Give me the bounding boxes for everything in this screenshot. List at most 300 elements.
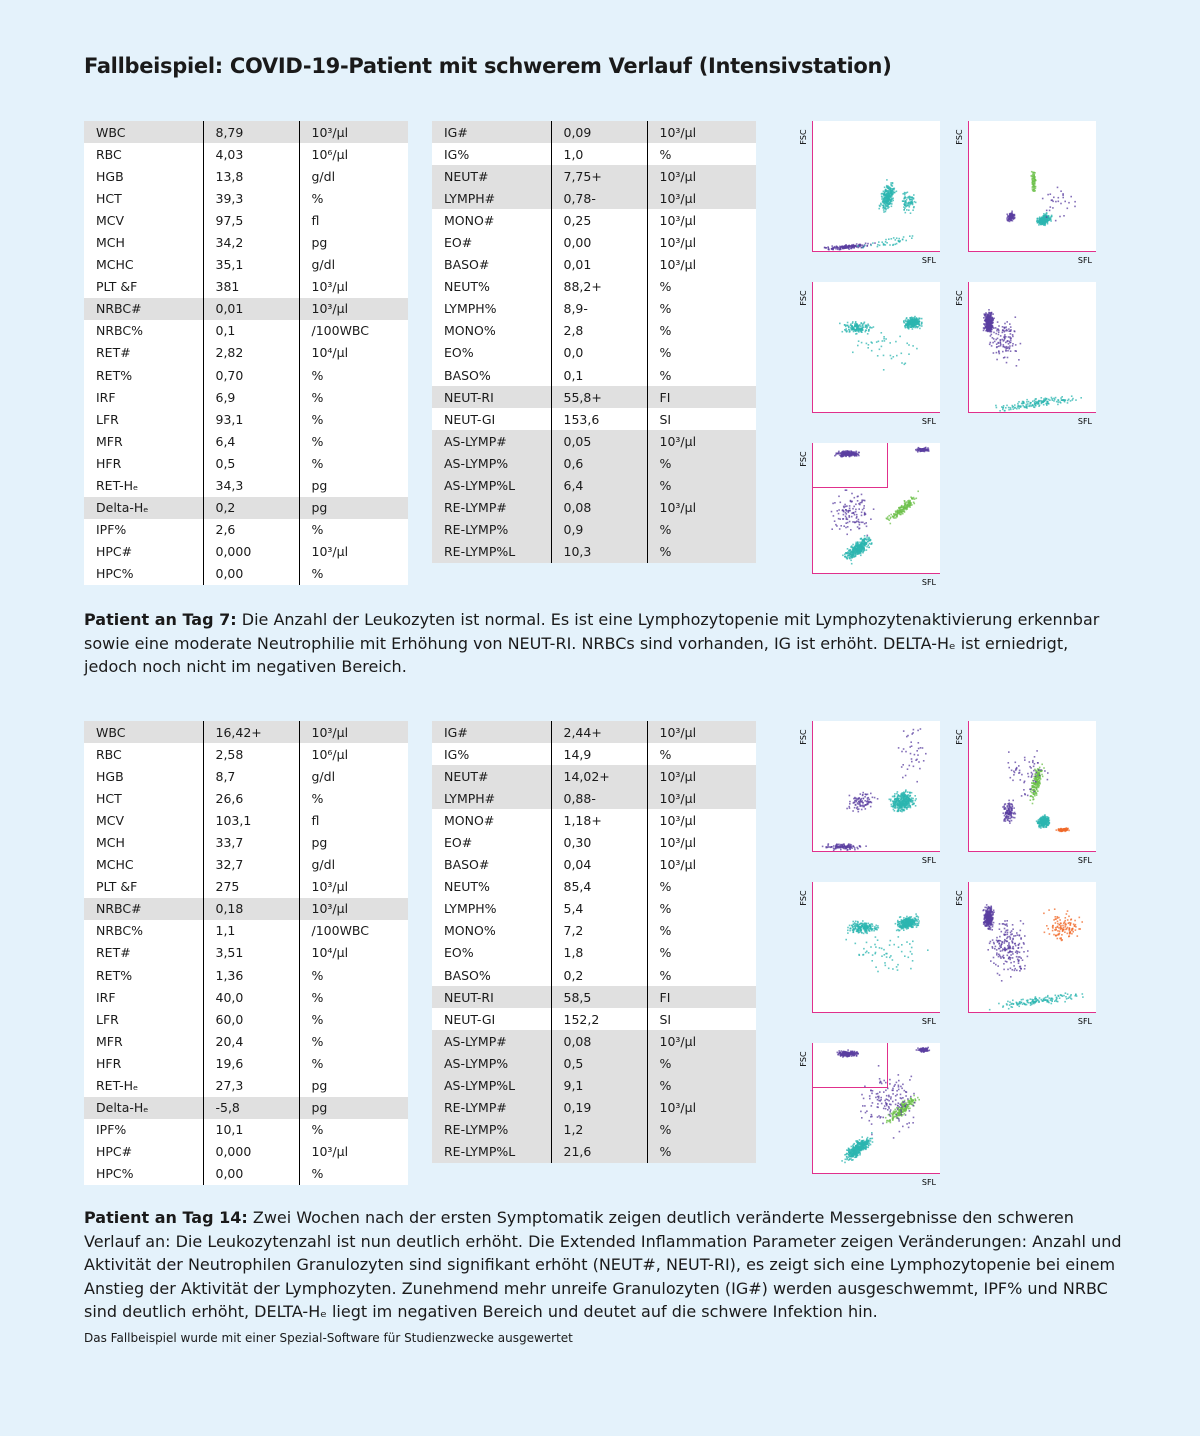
description-heading: Patient an Tag 7: [84, 610, 237, 629]
cell-value: 0,5 [203, 452, 299, 474]
cell-name: NRBC# [84, 898, 203, 920]
cell-name: Delta-Hₑ [84, 497, 203, 519]
table-row [84, 898, 408, 920]
cell-value: 0,08 [551, 497, 647, 519]
cell-value: 0,2 [551, 964, 647, 986]
cell-name: MFR [96, 1033, 123, 1049]
cell-name: MONO# [444, 212, 495, 228]
cell-unit: g/dl [299, 165, 408, 187]
scatter-plot [794, 443, 934, 593]
cell-value: 152,2 [551, 1008, 647, 1030]
cell-name: AS-LYMP# [432, 430, 551, 452]
cell-name: BASO# [444, 257, 490, 273]
cell-name: HGB [96, 768, 124, 784]
cell-name: RE-LYMP% [432, 519, 551, 541]
cell-unit: 10³/µl [647, 809, 756, 831]
y-axis-label: FSC [799, 890, 808, 906]
description-text: Zwei Wochen nach der ersten Symptomatik zeigen deutlich veränderte Messergebnisse den schweren Verlauf an: Die Leukozytenzahl ist nun deutlich erhöht. Die Extended Inflammation Parameter zeigen Veränderungen: Anzahl und Aktivität der Neutrophilen Granulozyten sind signifikant erhöht (NEUT#, NEUT-RI), es zeigt sich eine Lymphozytopenie bei einem Anstieg der Aktivität der Lymphozyten. Zunehmend mehr unreife Granulozyten (IG#) werden ausgeschwemmt, IPF% und NRBC sind deutlich erhöht, DELTA-Hₑ liegt im negativen Bereich und deutet auf die schwere Infektion hin. [84, 1208, 1122, 1321]
cell-unit: 10⁶/µl [299, 743, 408, 765]
cell-name: NEUT% [444, 279, 490, 295]
cell-value: 0,6 [551, 452, 647, 474]
table-row [84, 165, 408, 187]
cell-name: IG% [444, 746, 470, 762]
table-row [84, 1141, 408, 1163]
cell-value: 1,36 [203, 964, 299, 986]
cell-name: AS-LYMP% [432, 452, 551, 474]
table-row [84, 408, 408, 430]
cell-unit: % [647, 1075, 756, 1097]
description-day14 [84, 1206, 1124, 1324]
cell-name: IRF [96, 989, 116, 1005]
cell-value: 58,5 [551, 986, 647, 1008]
x-axis-label: SFL [921, 856, 936, 865]
scatter-plot [794, 121, 934, 271]
cell-name: IG% [444, 146, 470, 162]
cell-unit: 10³/µl [647, 765, 756, 787]
table-row [84, 497, 408, 519]
cell-name: HPC# [96, 544, 133, 560]
cell-value: 19,6 [203, 1052, 299, 1074]
cell-value: 13,8 [203, 165, 299, 187]
cell-unit: pg [299, 831, 408, 853]
cell-name: AS-LYMP% [432, 1052, 551, 1074]
cell-value: 2,58 [203, 743, 299, 765]
cell-name: HCT [96, 790, 122, 806]
table-row [432, 1097, 756, 1119]
cell-name: EO% [444, 345, 474, 361]
cell-value: 0,78- [551, 187, 647, 209]
cell-value: 10,3 [551, 541, 647, 563]
cell-unit: % [299, 364, 408, 386]
cell-name: RE-LYMP% [432, 1119, 551, 1141]
cell-unit: % [647, 876, 756, 898]
cell-unit: pg [299, 497, 408, 519]
cell-unit: % [299, 563, 408, 585]
cell-unit: % [647, 964, 756, 986]
x-axis-label: SFL [921, 1178, 936, 1187]
cell-name: RET-Hₑ [96, 478, 139, 494]
blood-count-table-day14 [84, 721, 408, 1185]
cell-name: RE-LYMP%L [432, 1141, 551, 1163]
cell-name: LFR [96, 1011, 119, 1027]
cell-unit: % [647, 452, 756, 474]
cell-name: RET# [96, 345, 131, 361]
cell-unit: SI [647, 408, 756, 430]
cell-unit: SI [647, 1008, 756, 1030]
cell-name: HFR [96, 1055, 122, 1071]
table-row [84, 143, 408, 165]
cell-name: MFR [96, 433, 123, 449]
cell-unit: % [647, 1119, 756, 1141]
table-row [84, 854, 408, 876]
table-row [84, 787, 408, 809]
cell-value: 0,05 [551, 430, 647, 452]
cell-name: NEUT-GI [444, 1011, 496, 1027]
table-row [432, 898, 756, 920]
table-row [432, 1052, 756, 1074]
table-row [432, 165, 756, 187]
table-row [432, 942, 756, 964]
page-title: Fallbeispiel: COVID-19-Patient mit schwerem Verlauf (Intensivstation) [84, 54, 892, 78]
cell-value: 26,6 [203, 787, 299, 809]
table-row [84, 986, 408, 1008]
table-row [432, 143, 756, 165]
table-row [84, 876, 408, 898]
y-axis-label: FSC [955, 290, 964, 306]
footnote: Das Fallbeispiel wurde mit einer Spezial-Software für Studienzwecke ausgewertet [84, 1331, 573, 1345]
cell-unit: % [647, 342, 756, 364]
table-row [84, 1008, 408, 1030]
cell-unit: 10³/µl [299, 298, 408, 320]
cell-unit: 10³/µl [647, 854, 756, 876]
table-row [432, 276, 756, 298]
cell-unit: pg [299, 475, 408, 497]
cell-name: MCH [96, 835, 125, 851]
cell-value: 0,19 [551, 1097, 647, 1119]
cell-unit: 10³/µl [299, 276, 408, 298]
cell-unit: % [299, 964, 408, 986]
cell-name: NEUT-RI [432, 386, 551, 408]
cell-name: NRBC% [96, 923, 143, 939]
cell-unit: % [647, 298, 756, 320]
blood-count-table-day7 [84, 121, 408, 585]
table-row [432, 1008, 756, 1030]
table-row [84, 541, 408, 563]
x-axis-label: SFL [921, 1017, 936, 1026]
cell-value: 0,5 [551, 1052, 647, 1074]
table-row [432, 320, 756, 342]
table-row [432, 721, 756, 743]
cell-unit: 10³/µl [647, 831, 756, 853]
cell-name: IRF [96, 389, 116, 405]
cell-value: 1,0 [551, 143, 647, 165]
cell-unit: 10³/µl [299, 898, 408, 920]
cell-unit: FI [647, 986, 756, 1008]
table-row [84, 452, 408, 474]
cell-value: 8,79 [203, 121, 299, 143]
table-row [84, 519, 408, 541]
cell-unit: % [299, 187, 408, 209]
table-row [84, 721, 408, 743]
scatter-plot [794, 282, 934, 432]
cell-unit: % [299, 787, 408, 809]
cell-unit: 10⁴/µl [299, 342, 408, 364]
cell-unit: % [647, 475, 756, 497]
cell-value: 10,1 [203, 1119, 299, 1141]
cell-unit: 10³/µl [299, 876, 408, 898]
cell-unit: 10³/µl [299, 121, 408, 143]
cell-name: NEUT% [444, 879, 490, 895]
cell-value: 32,7 [203, 854, 299, 876]
cell-value: 14,02+ [551, 765, 647, 787]
table-row [432, 854, 756, 876]
cell-name: PLT &F [96, 879, 138, 895]
cell-unit: 10³/µl [299, 1141, 408, 1163]
cell-value: 0,01 [551, 254, 647, 276]
table-row [432, 298, 756, 320]
cell-name: LYMPH% [444, 901, 497, 917]
description-heading: Patient an Tag 14: [84, 1208, 248, 1227]
table-row [432, 231, 756, 253]
cell-name: IG# [432, 721, 551, 743]
cell-name: BASO% [444, 967, 491, 983]
table-row [432, 254, 756, 276]
table-row [432, 1119, 756, 1141]
cell-value: 103,1 [203, 809, 299, 831]
x-axis-label: SFL [1077, 417, 1092, 426]
cell-name: RE-LYMP# [432, 497, 551, 519]
cell-name: MCHC [96, 257, 134, 273]
cell-value: 27,3 [203, 1075, 299, 1097]
cell-unit: 10³/µl [647, 231, 756, 253]
cell-unit: fl [299, 209, 408, 231]
x-axis-label: SFL [921, 256, 936, 265]
table-row [84, 1075, 408, 1097]
cell-value: 2,82 [203, 342, 299, 364]
cell-name: LYMPH% [444, 301, 497, 317]
scatter-plot [794, 721, 934, 871]
cell-name: NEUT-RI [432, 986, 551, 1008]
differential-table-day7 [432, 121, 756, 563]
cell-value: 0,000 [203, 541, 299, 563]
cell-unit: /100WBC [299, 320, 408, 342]
table-row [432, 209, 756, 231]
cell-unit: % [647, 519, 756, 541]
cell-unit: g/dl [299, 854, 408, 876]
cell-value: 1,8 [551, 942, 647, 964]
cell-unit: 10³/µl [647, 1097, 756, 1119]
cell-name: HPC% [96, 1166, 134, 1182]
cell-value: -5,8 [203, 1097, 299, 1119]
x-axis-label: SFL [1077, 1017, 1092, 1026]
cell-name: MCH [96, 235, 125, 251]
scatter-plot [950, 882, 1090, 1032]
cell-unit: 10³/µl [647, 721, 756, 743]
cell-unit: % [647, 320, 756, 342]
cell-value: 0,00 [203, 1163, 299, 1185]
table-row [432, 787, 756, 809]
table-row [84, 121, 408, 143]
table-row [432, 408, 756, 430]
cell-name: MCV [96, 812, 125, 828]
cell-value: 0,88- [551, 787, 647, 809]
description-day7 [84, 608, 1124, 679]
cell-name: RE-LYMP# [432, 1097, 551, 1119]
cell-value: 8,7 [203, 765, 299, 787]
cell-value: 275 [203, 876, 299, 898]
cell-value: 39,3 [203, 187, 299, 209]
table-row [84, 831, 408, 853]
cell-name: IPF% [96, 522, 127, 538]
scatter-plot [794, 1043, 934, 1193]
table-row [84, 1097, 408, 1119]
cell-unit: 10³/µl [647, 187, 756, 209]
cell-unit: % [299, 519, 408, 541]
table-row [84, 743, 408, 765]
cell-value: 97,5 [203, 209, 299, 231]
table-row [84, 386, 408, 408]
cell-name: WBC [84, 121, 203, 143]
cell-name: RET-Hₑ [96, 1078, 139, 1094]
table-row [84, 187, 408, 209]
cell-value: 0,9 [551, 519, 647, 541]
cell-value: 0,00 [203, 563, 299, 585]
cell-value: 34,3 [203, 475, 299, 497]
cell-unit: 10³/µl [647, 121, 756, 143]
cell-value: 2,8 [551, 320, 647, 342]
cell-value: 153,6 [551, 408, 647, 430]
cell-unit: pg [299, 1075, 408, 1097]
table-row [432, 430, 756, 452]
cell-name: MONO% [444, 323, 496, 339]
cell-unit: % [647, 1052, 756, 1074]
cell-value: 6,9 [203, 386, 299, 408]
table-row [432, 1141, 756, 1163]
cell-value: 0,0 [551, 342, 647, 364]
cell-name: WBC [84, 721, 203, 743]
cell-unit: % [647, 364, 756, 386]
cell-unit: % [299, 1008, 408, 1030]
cell-unit: 10³/µl [647, 497, 756, 519]
cell-value: 0,1 [203, 320, 299, 342]
cell-name: BASO% [444, 367, 491, 383]
cell-name: RBC [96, 746, 122, 762]
cell-value: 93,1 [203, 408, 299, 430]
cell-unit: 10⁶/µl [299, 143, 408, 165]
cell-value: 20,4 [203, 1030, 299, 1052]
cell-name: NEUT-GI [444, 411, 496, 427]
cell-value: 0,25 [551, 209, 647, 231]
cell-value: 1,2 [551, 1119, 647, 1141]
cell-value: 0,2 [203, 497, 299, 519]
cell-name: HPC% [96, 566, 134, 582]
cell-name: NRBC# [84, 298, 203, 320]
cell-name: MCHC [96, 857, 134, 873]
cell-unit: % [299, 1119, 408, 1141]
table-row [84, 964, 408, 986]
table-row [432, 519, 756, 541]
cell-name: MONO# [444, 812, 495, 828]
cell-unit: % [647, 276, 756, 298]
cell-value: 9,1 [551, 1075, 647, 1097]
cell-name: AS-LYMP%L [432, 475, 551, 497]
table-row [432, 743, 756, 765]
cell-unit: % [647, 920, 756, 942]
cell-value: 60,0 [203, 1008, 299, 1030]
cell-name: MCV [96, 212, 125, 228]
y-axis-label: FSC [799, 1051, 808, 1067]
cell-value: 381 [203, 276, 299, 298]
cell-name: Delta-Hₑ [84, 1097, 203, 1119]
scatter-plot [950, 721, 1090, 871]
table-row [432, 964, 756, 986]
cell-unit: 10³/µl [647, 209, 756, 231]
cell-name: NEUT# [432, 765, 551, 787]
cell-value: 16,42+ [203, 721, 299, 743]
table-row [432, 986, 756, 1008]
cell-name: LYMPH# [432, 787, 551, 809]
table-row [432, 1030, 756, 1052]
cell-name: RET% [96, 967, 133, 983]
table-row [432, 364, 756, 386]
cell-name: AS-LYMP# [432, 1030, 551, 1052]
cell-unit: FI [647, 386, 756, 408]
cell-value: 7,2 [551, 920, 647, 942]
table-row [432, 121, 756, 143]
cell-value: 3,51 [203, 942, 299, 964]
cell-name: RET# [96, 945, 131, 961]
cell-unit: % [647, 898, 756, 920]
cell-value: 0,00 [551, 231, 647, 253]
cell-unit: 10³/µl [299, 541, 408, 563]
table-row [84, 563, 408, 585]
cell-value: 6,4 [203, 430, 299, 452]
differential-table-day14 [432, 721, 756, 1163]
cell-value: 40,0 [203, 986, 299, 1008]
table-row [84, 920, 408, 942]
table-row [84, 364, 408, 386]
cell-value: 85,4 [551, 876, 647, 898]
cell-name: HGB [96, 168, 124, 184]
cell-unit: % [299, 1163, 408, 1185]
table-row [84, 276, 408, 298]
table-row [84, 1163, 408, 1185]
table-row [432, 809, 756, 831]
table-row [432, 920, 756, 942]
table-row [432, 187, 756, 209]
table-row [84, 1030, 408, 1052]
cell-name: EO# [444, 835, 473, 851]
table-row [84, 342, 408, 364]
table-row [84, 298, 408, 320]
table-row [84, 942, 408, 964]
table-row [84, 765, 408, 787]
cell-value: 2,6 [203, 519, 299, 541]
cell-value: 0,08 [551, 1030, 647, 1052]
cell-name: NEUT# [432, 165, 551, 187]
cell-unit: 10³/µl [647, 254, 756, 276]
cell-value: 1,1 [203, 920, 299, 942]
table-row [432, 452, 756, 474]
cell-value: 0,1 [551, 364, 647, 386]
cell-value: 0,000 [203, 1141, 299, 1163]
table-row [84, 475, 408, 497]
cell-name: HPC# [96, 1144, 133, 1160]
scatter-plot [794, 882, 934, 1032]
cell-unit: 10³/µl [299, 721, 408, 743]
cell-value: 0,30 [551, 831, 647, 853]
cell-value: 8,9- [551, 298, 647, 320]
x-axis-label: SFL [1077, 256, 1092, 265]
cell-value: 0,01 [203, 298, 299, 320]
cell-unit: % [299, 408, 408, 430]
cell-name: RBC [96, 146, 122, 162]
cell-unit: % [647, 942, 756, 964]
cell-name: BASO# [444, 857, 490, 873]
table-row [432, 1075, 756, 1097]
cell-unit: % [647, 743, 756, 765]
cell-unit: % [647, 143, 756, 165]
cell-value: 0,70 [203, 364, 299, 386]
cell-name: IG# [432, 121, 551, 143]
table-row [432, 765, 756, 787]
cell-name: AS-LYMP%L [432, 1075, 551, 1097]
table-row [432, 831, 756, 853]
table-row [84, 1052, 408, 1074]
table-row [84, 430, 408, 452]
cell-unit: % [299, 1030, 408, 1052]
cell-name: IPF% [96, 1122, 127, 1138]
